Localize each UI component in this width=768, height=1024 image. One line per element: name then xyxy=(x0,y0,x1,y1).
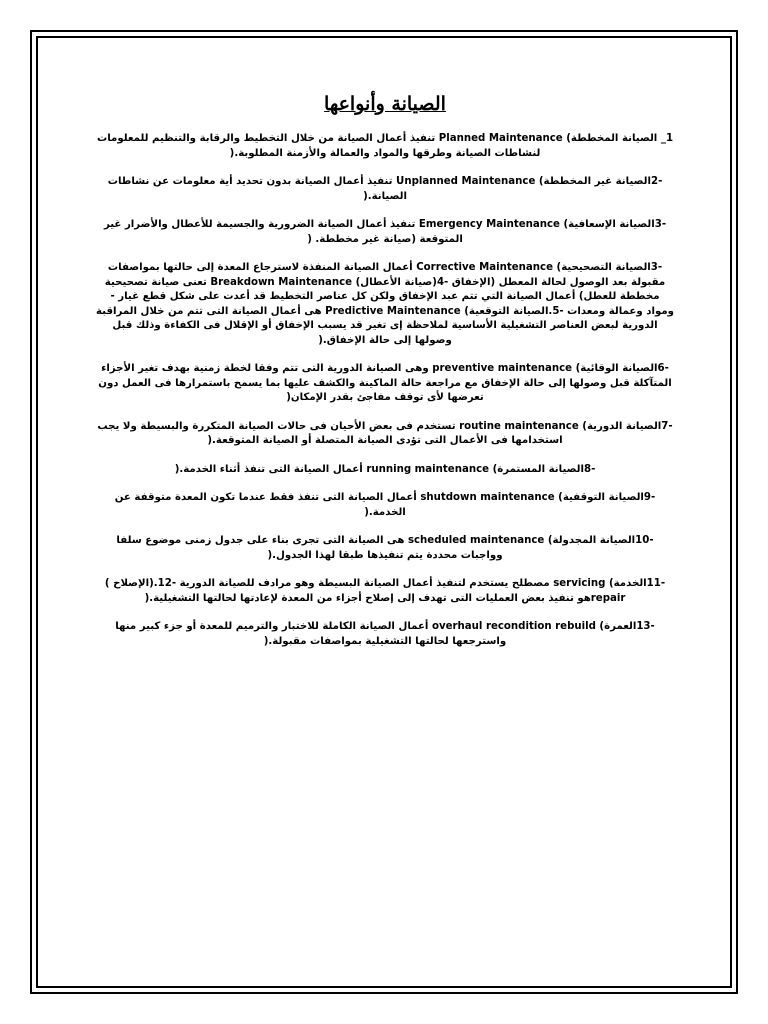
paragraph-preventive: -6الصيانة الوقائية) preventive maintenance وهى الصيانة الدورية التى تتم وفقا لخطة زمنية بهدف تغير الأجزاء المتآكلة قبل وصولها إلى حالة الإخفاق مع مراجعة حالة الماكينة والكشف عليها بما يسمح باستمرارها فى العمل دون تعرضها لأى توقف مفاجئ بقدر الإمكان( xyxy=(98,363,672,403)
paragraph-running: -8الصيانة المستمرة) running maintenance أعمال الصيانة التى تنفذ أثناء الخدمة.( xyxy=(174,463,596,475)
paragraph-scheduled: -10الصيانة المجدولة) scheduled maintenance هى الصيانة التى تجرى بناء على جدول زمنى موضوع سلفا وواجبات محددة يتم تنفيذها طبقا لهذا الجدول.( xyxy=(116,535,654,561)
paragraph-unplanned: -2الصيانة غير المخططة) Unplanned Maintenance تنفيذ أعمال الصيانة بدون تحديد أية معلومات عن نشاطات الصيانة.( xyxy=(107,176,663,202)
document-title: الصيانة وأنواعها xyxy=(324,93,446,115)
paragraph-shutdown: -9الصيانة التوقفية) shutdown maintenance أعمال الصيانة التى تنفذ فقط عندما تكون المعدة متوقفة عن الخدمة.( xyxy=(114,492,656,518)
document-body xyxy=(96,90,674,663)
paragraph-servicing: -11الخدمة) servicing مصطلح يستخدم لتنفيذ أعمال الصيانة البسيطة وهو مرادف للصيانة الدورية -12.(الإصلاح ) repairهو تنفيذ بعض العمليات التى تهدف إلى إصلاح أجزاء من المعدة لإعادتها لحالتها التشغيلية.( xyxy=(104,578,666,604)
paragraph-planned: 1_ الصيانة المخططة) Planned Maintenance تنفيذ أعمال الصيانة من خلال التخطيط والرقابة والتنظيم للمعلومات لنشاطات الصيانة وطرقها والمواد والعمالة والأزمنة المطلوبة.( xyxy=(96,133,674,159)
paragraph-overhaul: -13العمرة) overhaul recondition rebuild أعمال الصيانة الكاملة للاختبار والترميم للمعدة أو جزء كبير منها واسترجعها لحالتها التشغيلية بمواصفات مقبولة.( xyxy=(115,621,655,647)
paragraph-emergency: -3الصيانة الإسعافية) Emergency Maintenance تنفيذ أعمال الصيانة الضرورية والجسيمة للأعطال والأضرار غير المتوقعة (صيانة غير مخططة. ( xyxy=(103,219,667,245)
paragraph-routine: -7الصيانة الدورية) routine maintenance تستخدم فى بعض الأحيان فى حالات الصيانة المتكررة والبسيطة ولا يجب استخدامها فى الأعمال التى تؤدى الصيانة المتصلة أو الصيانة المتوقعة.( xyxy=(97,420,673,446)
paragraph-corrective: -3الصيانة التصحيحية) Corrective Maintenance أعمال الصيانة المنفذة لاسترجاع المعدة إلى حالتها بمواصفات مقبولة بعد الوصول لحالة المعطل (الإخفاق -4(صيانة الأعطال) Breakdown Maintenance تعنى صيانة تصحيحية مخططة للعطل) أعمال الصيانة التي تتم عبد الإخفاق ولكن كل عناصر التخطيط قد أعدت على شكل قطع غيار - ومواد وعمالة ومعدات -5.الصيانة التوقعية) Predictive Maintenance هى أعمال الصيانة التى تتم من خلال المراقبة الدورية لبعض العناصر التشغيلية الأساسية لملاحظة إى تغير قد يسبب الإخفاق أو الإقلال فى الكفاءة وذلك قبل وصولها إلى حالة الإخفاق.( xyxy=(96,262,674,346)
